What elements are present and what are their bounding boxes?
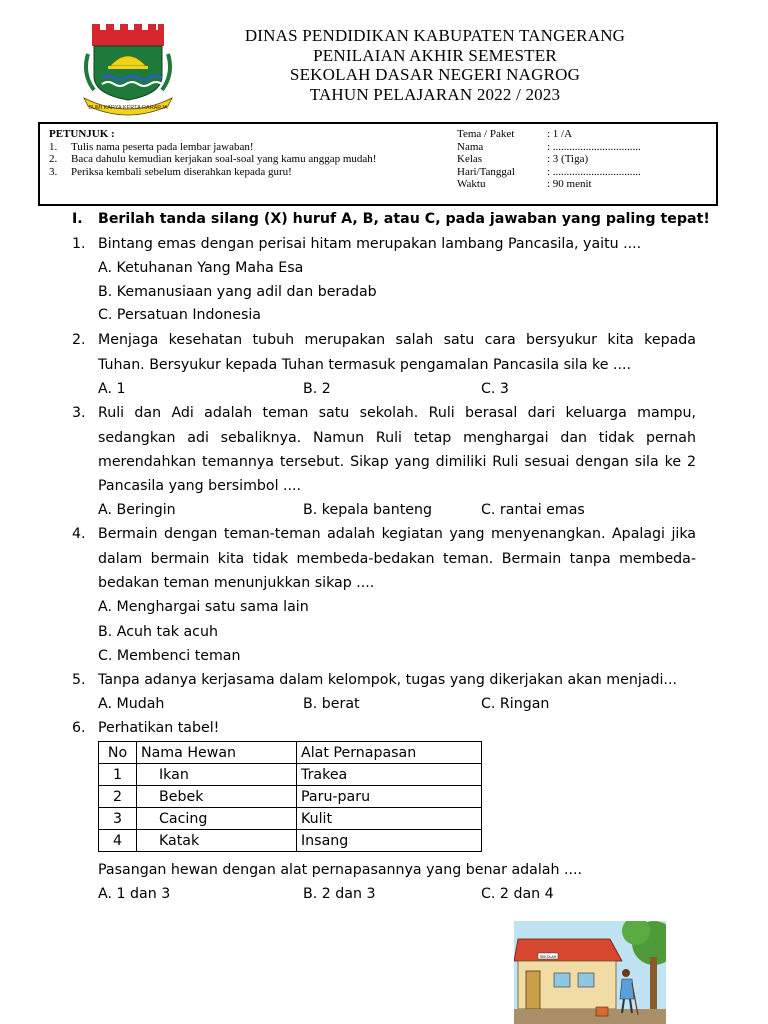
table-row xyxy=(99,808,482,830)
question-number: 6. xyxy=(72,720,86,736)
table-row xyxy=(99,764,482,786)
question-4-line-2: dalam bermain kita tidak membeda-bedakan teman. Bermain tanpa membeda- xyxy=(98,551,696,567)
q5-option-a: A. Mudah xyxy=(98,696,165,712)
table-cell: Katak xyxy=(137,830,297,852)
q3-option-b: B. kepala banteng xyxy=(303,502,433,518)
question-number: 3. xyxy=(72,405,86,421)
table-cell: Ikan xyxy=(137,764,297,786)
section-instruction: Berilah tanda silang (X) huruf A, B, atau C, pada jawaban yang paling tepat! xyxy=(98,211,710,227)
q6-option-c: C. 2 dan 4 xyxy=(481,886,554,902)
table-cell: Kulit xyxy=(297,808,482,830)
table-row xyxy=(99,786,482,808)
header-line-3: SEKOLAH DASAR NEGERI NAGROG xyxy=(289,65,581,84)
question-6-followup: Pasangan hewan dengan alat pernapasannya yang benar adalah .... xyxy=(98,862,583,878)
question-3-line-3: merendahkan temannya tersebut. Sikap yang dimiliki Ruli sesuai dengan sila ke 2 xyxy=(98,454,696,470)
q4-option-a: A. Menghargai satu sama lain xyxy=(98,599,309,615)
school-yard-sweeping-illustration-icon xyxy=(514,921,666,1024)
table-cell: Insang xyxy=(297,830,482,852)
question-3-line-2: sedangkan adi sebaliknya. Namun Ruli tetap menghargai dan tidak pernah xyxy=(98,430,696,446)
q1-option-c: C. Persatuan Indonesia xyxy=(98,307,261,323)
table-row xyxy=(99,830,482,852)
instructions-title: PETUNJUK : xyxy=(49,128,115,140)
question-number: 4. xyxy=(72,526,86,542)
question-number: 5. xyxy=(72,672,86,688)
section-number: I. xyxy=(72,211,83,227)
field-nama: Nama : ................................ xyxy=(457,140,641,153)
animal-respiration-table xyxy=(98,741,482,852)
question-5-text: Tanpa adanya kerjasama dalam kelompok, tugas yang dikerjakan akan menjadi... xyxy=(98,672,677,688)
question-number: 1. xyxy=(72,236,86,252)
table-cell: 3 xyxy=(99,808,137,830)
table-header: No xyxy=(99,742,137,764)
field-tema: Tema / Paket : 1 /A xyxy=(457,128,573,140)
instruction-item: 3. Periksa kembali sebelum diserahkan kepada guru! xyxy=(49,165,292,178)
q1-option-b: B. Kemanusiaan yang adil dan beradab xyxy=(98,284,377,300)
student-info-fields xyxy=(457,128,717,191)
school-sign-text: SEKOLAH xyxy=(539,955,557,959)
instruction-item: 2. Baca dahulu kemudian kerjakan soal-soal yang kamu anggap mudah! xyxy=(49,153,377,165)
q4-option-c: C. Membenci teman xyxy=(98,648,241,664)
field-waktu: Waktu : 90 menit xyxy=(457,178,592,190)
table-header: Alat Pernapasan xyxy=(297,742,482,764)
logo-motto: BUMI KARYA KERTA RAHARJA xyxy=(88,105,168,111)
q5-option-b: B. berat xyxy=(303,696,360,712)
header-line-2: PENILAIAN AKHIR SEMESTER xyxy=(313,45,557,65)
q4-option-b: B. Acuh tak acuh xyxy=(98,624,218,640)
table-cell: Trakea xyxy=(297,764,482,786)
table-cell: Bebek xyxy=(137,786,297,808)
question-3-line-4: Pancasila yang bersimbol .... xyxy=(98,478,302,494)
q5-option-c: C. Ringan xyxy=(481,696,550,712)
header-line-4: TAHUN PELAJARAN 2022 / 2023 xyxy=(309,84,561,104)
document-header xyxy=(150,26,720,104)
field-kelas: Kelas : 3 (Tiga) xyxy=(457,153,589,165)
question-1-text: Bintang emas dengan perisai hitam merupakan lambang Pancasila, yaitu .... xyxy=(98,236,642,252)
table-cell: 2 xyxy=(99,786,137,808)
q3-option-c: C. rantai emas xyxy=(481,502,585,518)
table-cell: 1 xyxy=(99,764,137,786)
table-cell: Paru-paru xyxy=(297,786,482,808)
table-header: Nama Hewan xyxy=(137,742,297,764)
question-4-line-1: Bermain dengan teman-teman adalah kegiatan yang menyenangkan. Apalagi jika xyxy=(98,526,696,542)
header-line-1: DINAS PENDIDIKAN KABUPATEN TANGERANG xyxy=(244,26,626,45)
instruction-item: 1. Tulis nama peserta pada lembar jawaban! xyxy=(49,140,254,153)
q3-option-a: A. Beringin xyxy=(98,502,176,518)
q6-option-b: B. 2 dan 3 xyxy=(303,886,376,902)
question-6-text: Perhatikan tabel! xyxy=(98,720,220,736)
question-3-line-1: Ruli dan Adi adalah teman satu sekolah. Ruli berasal dari keluarga mampu, xyxy=(98,405,696,421)
instructions-box xyxy=(38,122,718,206)
q2-option-a: A. 1 xyxy=(98,381,126,397)
field-hari-tanggal: Hari/Tanggal : ................................ xyxy=(457,165,641,178)
q6-option-a: A. 1 dan 3 xyxy=(98,886,171,902)
question-2-line-2: Tuhan. Bersyukur kepada Tuhan termasuk pengamalan Pancasila sila ke .... xyxy=(98,357,632,373)
table-cell: Cacing xyxy=(137,808,297,830)
instructions-list xyxy=(49,128,449,178)
question-number: 2. xyxy=(72,332,86,348)
question-4-line-3: bedakan teman menunjukkan sikap .... xyxy=(98,575,375,591)
question-2-line-1: Menjaga kesehatan tubuh merupakan salah satu cara bersyukur kita kepada xyxy=(98,332,696,348)
q2-option-b: B. 2 xyxy=(303,381,331,397)
table-cell: 4 xyxy=(99,830,137,852)
q2-option-c: C. 3 xyxy=(481,381,509,397)
q1-option-a: A. Ketuhanan Yang Maha Esa xyxy=(98,260,304,276)
table-header-row xyxy=(99,742,482,764)
